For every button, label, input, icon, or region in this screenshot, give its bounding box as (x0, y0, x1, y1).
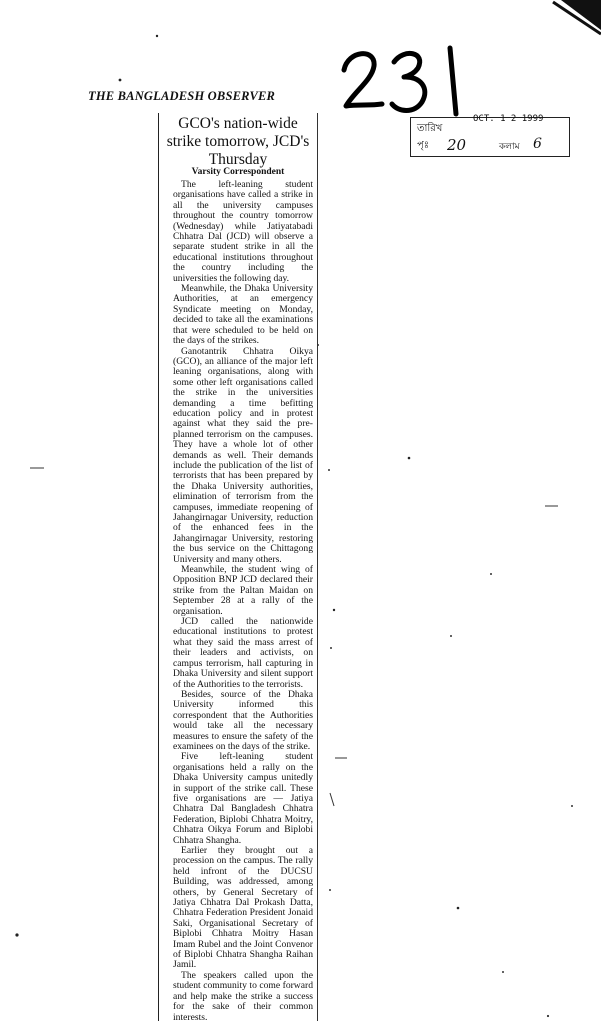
stamp-date-label: তারিখ (417, 123, 443, 134)
stamp-column-label: কলাম (499, 142, 520, 152)
article-paragraph: The left-leaning student organisations have called a strike in all the university campuses throughout the country tomorrow (Wednesday) while Jatiyatabadi Chhatra Dal (JCD) will observe a separate student strike in all the educational institutions throughout the country including the universities the following day. (173, 179, 313, 284)
newspaper-masthead: THE BANGLADESH OBSERVER (88, 89, 276, 103)
article-paragraph: Five left-leaning student organisations held a rally on the Dhaka University campus unitedly in support of the strike call. These five organisations are — Jatiya Chhatra Dal Bangladesh Chhatra Federation, Biplobi Chhatra Moitry, Chhatra Oikya Forum and Biplobi Chhatra Shangha. (173, 751, 313, 846)
article-paragraph: Ganotantrik Chhatra Oikya (GCO), an alliance of the major left leaning organisations, along with some other left organisations called the strike in the universities demanding a time befitting education policy and in protest against what they said the pre-planned terrorism on the campuses. They have a whole lot of other demands as well. Their demands include the publication of the list of terrorists that has been prepared by the Dhaka University authorities, elimination of terrorism from the campuses, immediate reopening of Jahangirnagar University, reduction of the enhanced fees in the Jahangirnagar University, restoring the bus service on the Chittagong University and many others. (173, 345, 313, 565)
stamp-page-value: 20 (447, 136, 467, 154)
stamp-page-label: পৃঃ (417, 140, 430, 151)
article-paragraph: Meanwhile, the Dhaka University Authorities, at an emergency Syndicate meeting on Monday, decided to take all the examinations that were scheduled to be held on the days of the strikes. (173, 283, 313, 347)
article-paragraph: Earlier they brought out a procession on the campus. The rally held infront of the DUCSU Building, was addressed, among others, by General Secretary of Jatiya Chhatra Dal Prokash Datta, Chhatra Federation President Jonaid Saki, Organisational Secretary of Biplobi Chhatra Moitry Hasan Imam Rubel and the Joint Convenor of Biplobi Chhatra Shangha Raihan Jamil. (173, 845, 313, 971)
article-paragraph: JCD called the nationwide educational institutions to protest what they said the mass arrest of their leaders and activists, on campus terrorism, hall capturing in Dhaka University and silent support of the Authorities to the terrorists. (173, 616, 313, 690)
stamp-date-value: OCT. 1 2 1999 (473, 114, 544, 124)
article-paragraph: The speakers called upon the student community to come forward and help make the strike a success for the sake of their common interests. (173, 969, 313, 1023)
article-headline: GCO's nation-wide strike tomorrow, JCD's Thursday (166, 115, 310, 168)
article-byline: Varsity Correspondent (191, 167, 285, 177)
article-paragraph: Meanwhile, the student wing of Opposition BNP JCD declared their strike from the Paltan Maidan on September 28 at a rally of the organisation. (173, 564, 313, 617)
article-paragraph: Besides, source of the Dhaka University informed this correspondent that the Authorities would take all the necessary measures to ensure the safety of the examinees on the days of the strike. (173, 688, 313, 752)
stamp-column-value: 6 (533, 136, 542, 152)
